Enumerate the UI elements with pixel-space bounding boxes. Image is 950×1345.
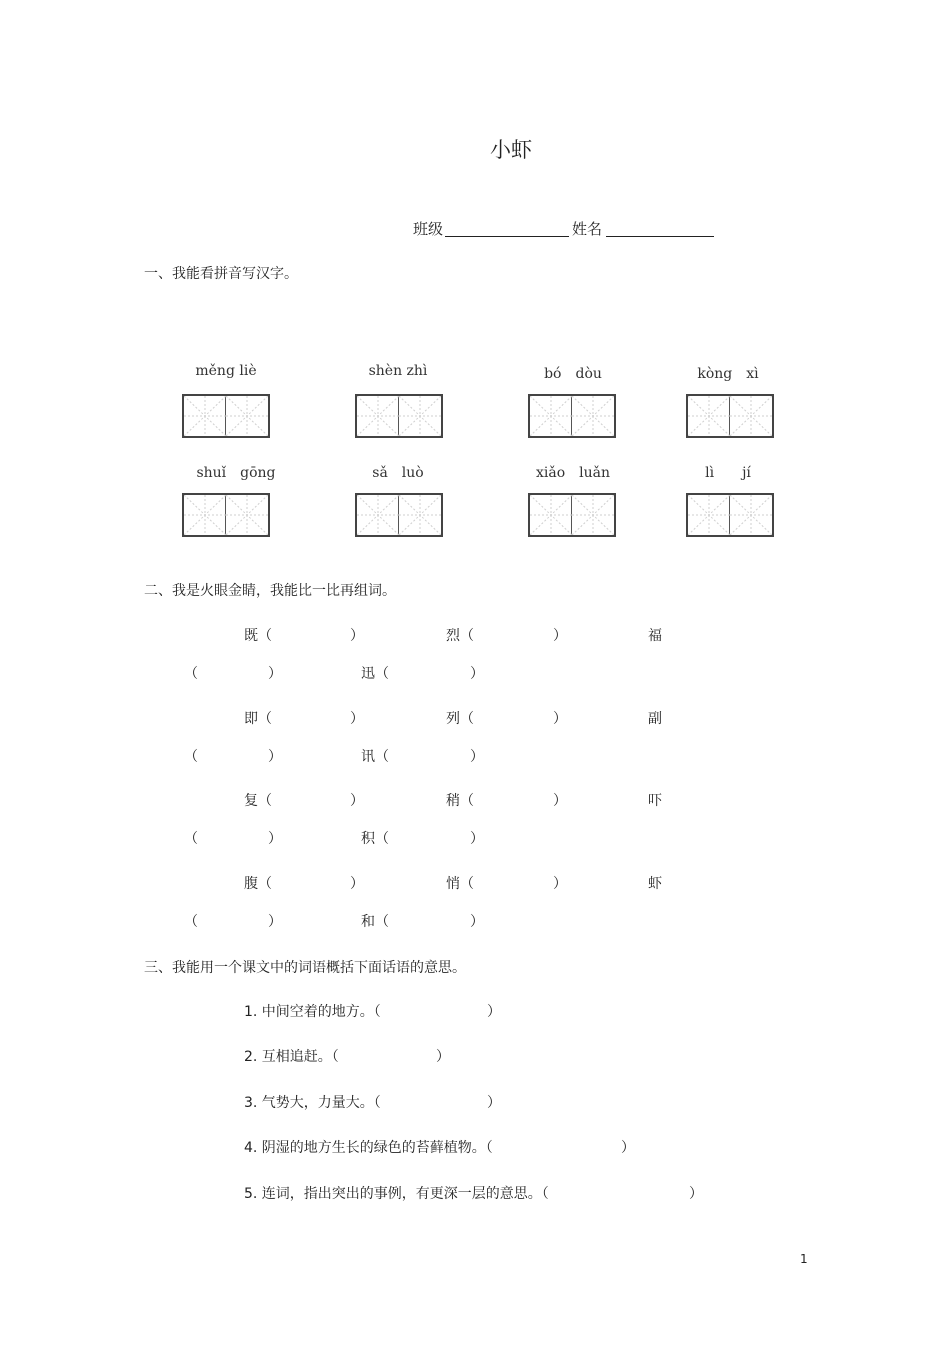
paren-close: ） (350, 628, 364, 644)
paren-close: ） (487, 1004, 501, 1020)
section3-heading: 三、我能用一个课文中的词语概括下面话语的意思。 (144, 960, 466, 976)
cell-guide-lines (688, 396, 730, 436)
writing-grid[interactable] (686, 493, 774, 537)
paren-close: ） (553, 876, 567, 892)
compare-char: 烈（ (446, 628, 474, 644)
cell-guide-lines (572, 396, 614, 436)
definition-item: 2. 互相追赶。（ (244, 1049, 339, 1065)
paren-close: ） (689, 1186, 703, 1202)
pinyin-label: bó dòu (544, 366, 602, 382)
paren-open: （ (184, 749, 198, 765)
paren-close: ） (436, 1049, 450, 1065)
paren-close: ） (470, 914, 484, 930)
compare-char: 和（ (361, 914, 389, 930)
cell-guide-lines (226, 495, 268, 535)
writing-grid[interactable] (355, 493, 443, 537)
compare-char: 讯（ (361, 749, 389, 765)
paren-open: （ (184, 914, 198, 930)
paren-open: （ (184, 831, 198, 847)
pinyin-label: lì jí (705, 465, 751, 481)
cell-guide-lines (530, 495, 572, 535)
compare-char: 迅（ (361, 666, 389, 682)
paren-open: （ (184, 666, 198, 682)
compare-char: 既（ (244, 628, 272, 644)
paren-close: ） (553, 793, 567, 809)
paren-close: ） (268, 749, 282, 765)
paren-close: ） (553, 711, 567, 727)
writing-grid[interactable] (528, 493, 616, 537)
cell-guide-lines (399, 495, 441, 535)
class-blank[interactable] (445, 236, 569, 237)
compare-char: 虾 (648, 876, 662, 892)
section2-heading: 二、我是火眼金睛，我能比一比再组词。 (144, 583, 396, 599)
paren-close: ） (350, 876, 364, 892)
compare-char: 即（ (244, 711, 272, 727)
cell-guide-lines (226, 396, 268, 436)
cell-guide-lines (184, 396, 226, 436)
paren-close: ） (268, 666, 282, 682)
compare-char: 稍（ (446, 793, 474, 809)
definition-item: 5. 连词，指出突出的事例，有更深一层的意思。（ (244, 1186, 549, 1202)
compare-char: 副 (648, 711, 662, 727)
cell-guide-lines (357, 495, 399, 535)
cell-guide-lines (572, 495, 614, 535)
paren-close: ） (350, 793, 364, 809)
page-number: 1 (800, 1252, 808, 1266)
paren-close: ） (470, 666, 484, 682)
pinyin-label: shuǐ gōng (196, 465, 276, 481)
cell-guide-lines (730, 495, 772, 535)
compare-char: 吓 (648, 793, 662, 809)
paren-close: ） (268, 831, 282, 847)
name-label: 姓名 (572, 220, 603, 238)
definition-item: 3. 气势大，力量大。（ (244, 1095, 381, 1111)
compare-char: 福 (648, 628, 662, 644)
paren-close: ） (350, 711, 364, 727)
compare-char: 列（ (446, 711, 474, 727)
pinyin-label: shèn zhì (368, 363, 428, 379)
definition-item: 1. 中间空着的地方。（ (244, 1004, 381, 1020)
writing-grid[interactable] (686, 394, 774, 438)
pinyin-label: měng liè (195, 363, 257, 379)
cell-guide-lines (730, 396, 772, 436)
writing-grid[interactable] (182, 493, 270, 537)
paren-close: ） (553, 628, 567, 644)
name-blank[interactable] (606, 236, 714, 237)
definition-item: 4. 阴湿的地方生长的绿色的苔藓植物。（ (244, 1140, 493, 1156)
writing-grid[interactable] (528, 394, 616, 438)
paren-close: ） (470, 749, 484, 765)
pinyin-label: xiǎo luǎn (535, 465, 610, 481)
writing-grid[interactable] (355, 394, 443, 438)
section1-heading: 一、我能看拼音写汉字。 (144, 266, 298, 282)
paren-close: ） (268, 914, 282, 930)
cell-guide-lines (357, 396, 399, 436)
cell-guide-lines (184, 495, 226, 535)
compare-char: 积（ (361, 831, 389, 847)
compare-char: 悄（ (446, 876, 474, 892)
page-title: 小虾 (490, 138, 532, 162)
pinyin-label: kòng xì (697, 366, 759, 382)
writing-grid[interactable] (182, 394, 270, 438)
paren-close: ） (487, 1095, 501, 1111)
paren-close: ） (621, 1140, 635, 1156)
cell-guide-lines (688, 495, 730, 535)
cell-guide-lines (530, 396, 572, 436)
pinyin-label: sǎ luò (372, 465, 424, 481)
cell-guide-lines (399, 396, 441, 436)
class-label: 班级 (413, 220, 444, 238)
compare-char: 复（ (244, 793, 272, 809)
compare-char: 腹（ (244, 876, 272, 892)
paren-close: ） (470, 831, 484, 847)
